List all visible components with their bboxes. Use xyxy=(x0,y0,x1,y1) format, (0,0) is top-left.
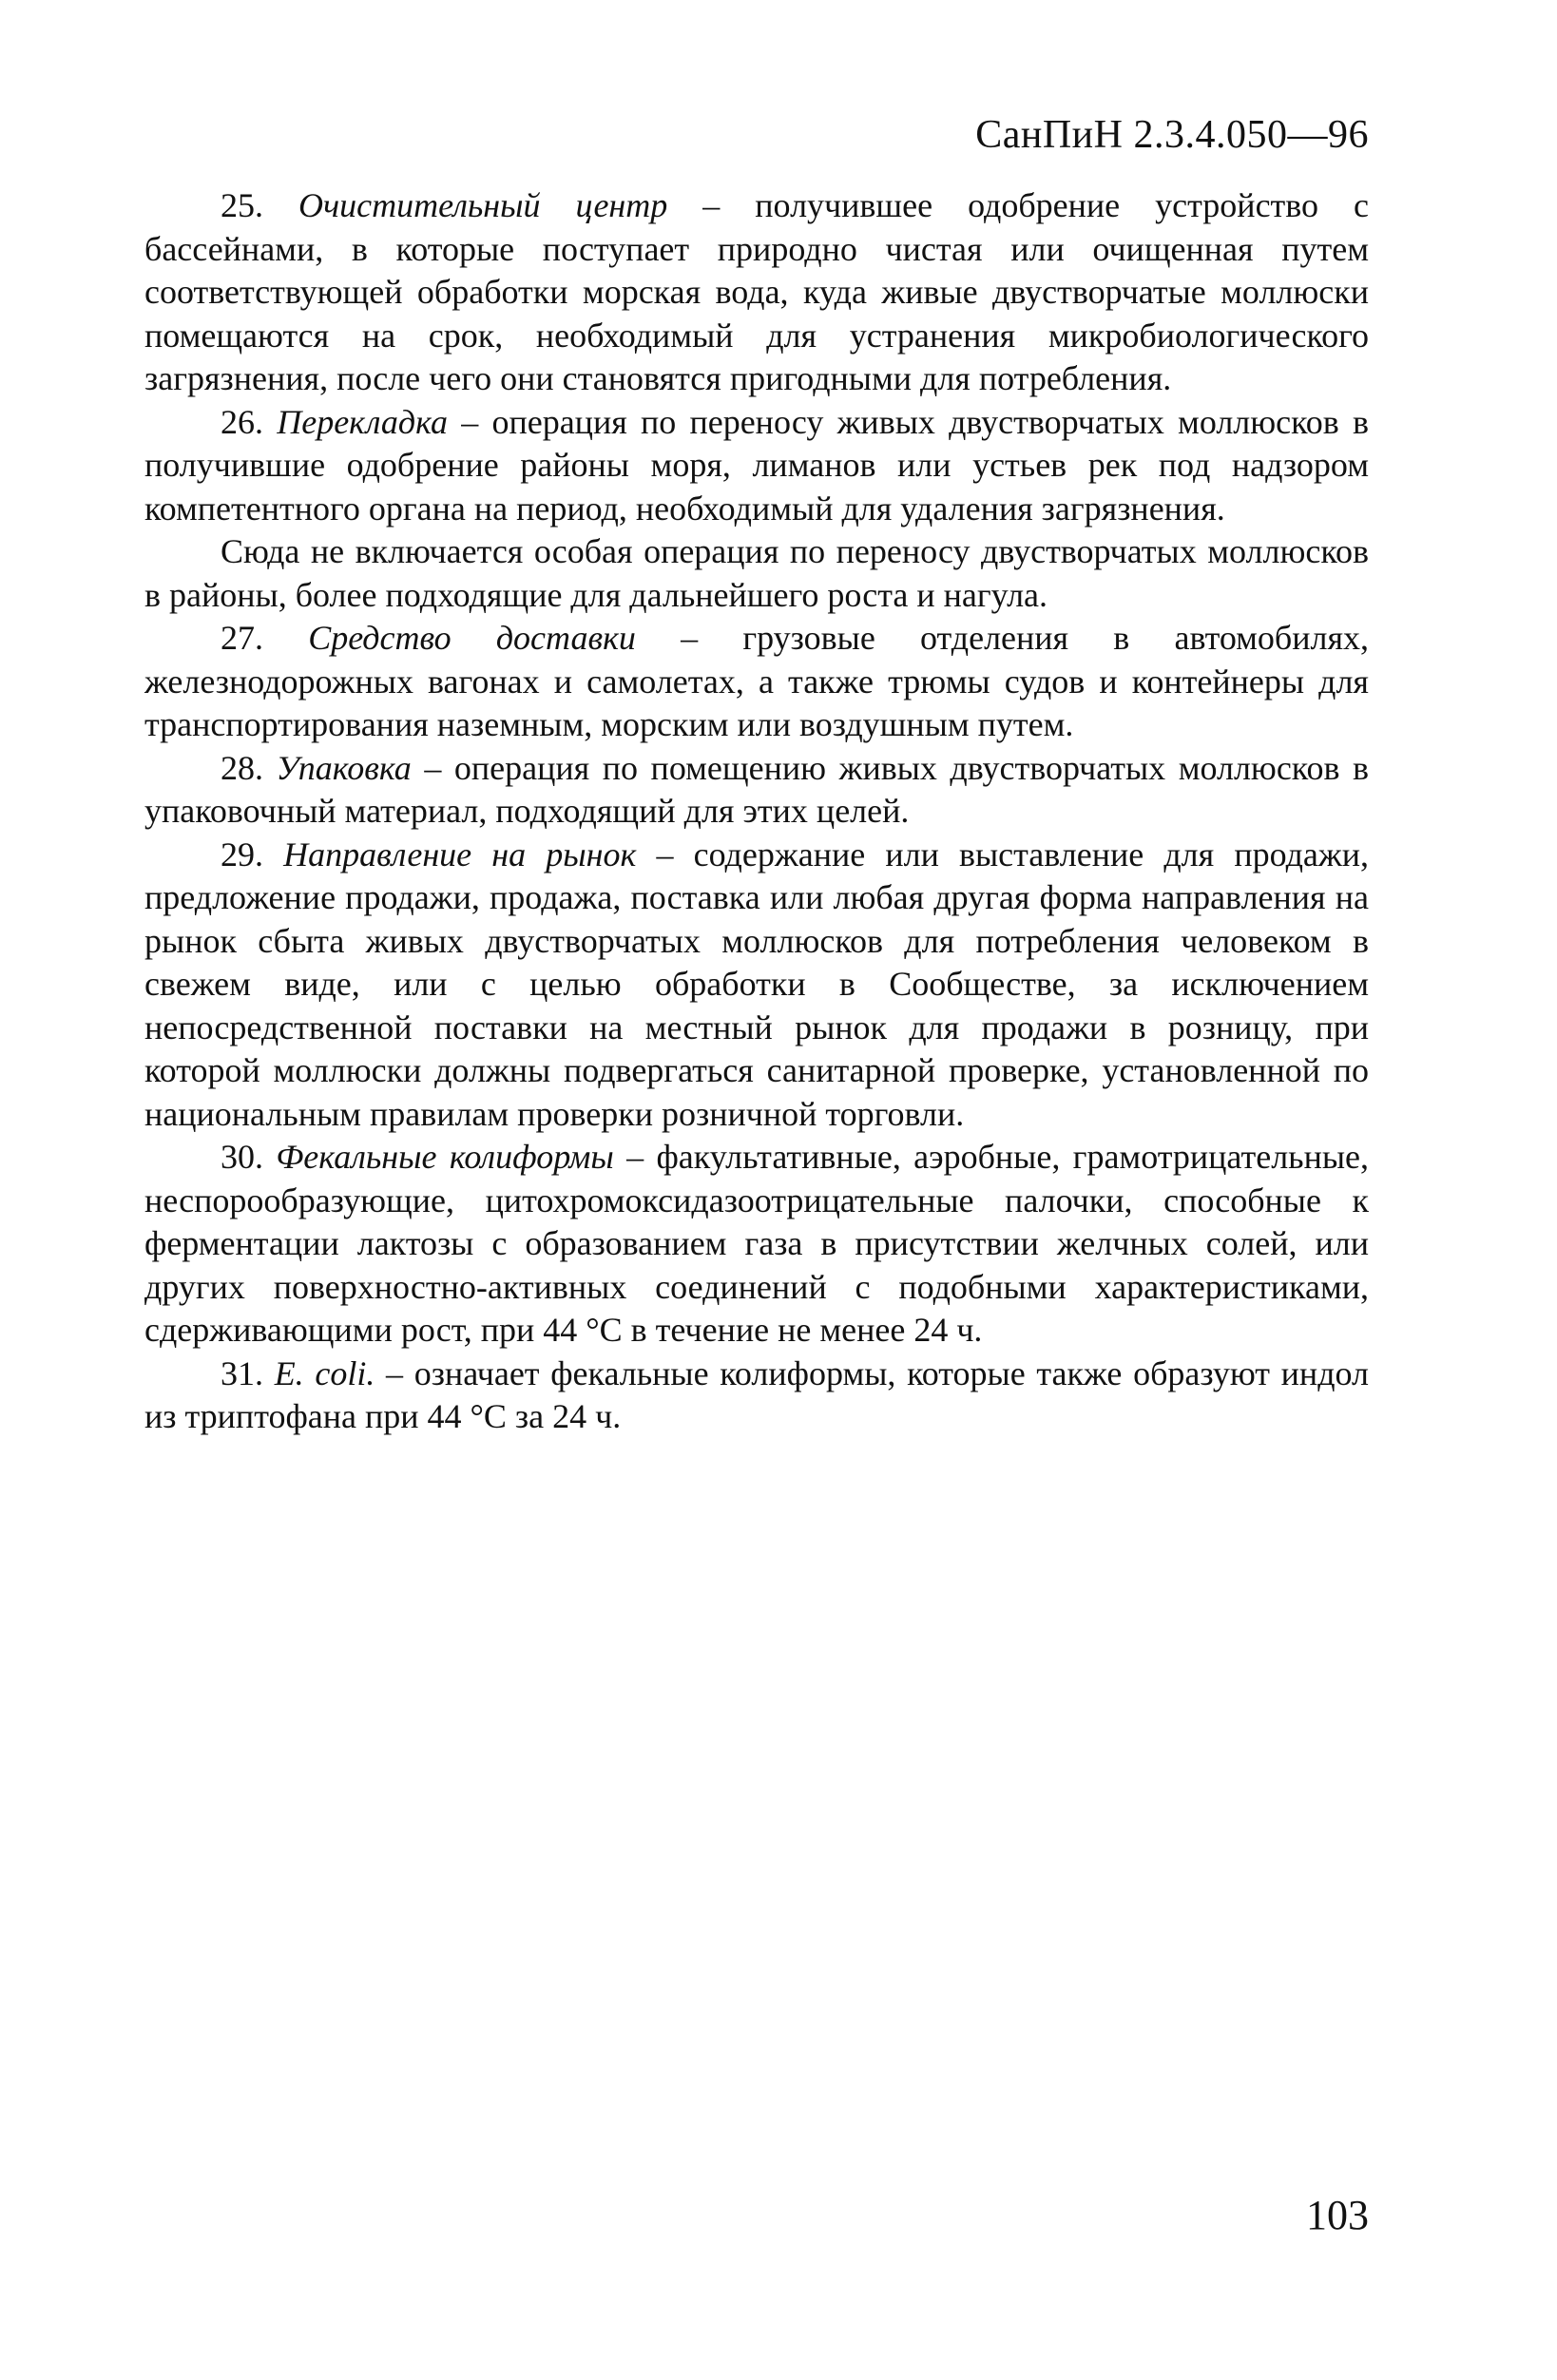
defined-term: Очистительный центр xyxy=(298,186,668,224)
definition-text: – факультативные, аэробные, грамотрицательные, неспорообразующие, цитохромоксидазоотрицательные палочки, способные к ферментации лактозы с образованием газа в присутствии желчных солей, или других поверхностно-активных соединений с подобными характеристиками, сдерживающими рост, при 44 °С в течение не менее 24 ч. xyxy=(144,1138,1370,1349)
document-code-header: СанПиН 2.3.4.050—96 xyxy=(975,113,1369,157)
defined-term: Упаковка xyxy=(276,748,412,787)
definitions-body xyxy=(144,184,1369,1439)
paragraph-number: 26. xyxy=(221,402,263,441)
defined-term: Направление на рынок xyxy=(283,835,637,873)
definition-paragraph xyxy=(144,747,1369,834)
defined-term: E. coli. xyxy=(274,1353,375,1392)
definition-text: – означает фекальные колиформы, которые также образуют индол из триптофана при 44 °С за 24 ч. xyxy=(144,1353,1370,1435)
definition-paragraph xyxy=(144,401,1369,531)
paragraph-number: 28. xyxy=(221,748,263,787)
paragraph-number: 31. xyxy=(221,1353,263,1392)
note-text: Сюда не включается особая операция по переносу двустворчатых моллюсков в районы, более подходящие для дальнейшего роста и нагула. xyxy=(144,532,1369,614)
defined-term: Перекладка xyxy=(277,402,449,441)
definition-text: – операция по переносу живых двустворчатых моллюсков в получившие одобрение районы моря, лиманов или устьев рек под надзором компетентного органа на период, необходимый для удаления загрязнения. xyxy=(144,402,1370,528)
definition-text: – получившее одобрение устройство с бассейнами, в которые поступает природно чистая или очищенная путем соответствующей обработки морская вода, куда живые двустворчатые моллюски помещаются на срок, необходимый для устранения микробиологического загрязнения, после чего они становятся пригодными для потребления. xyxy=(144,186,1370,397)
paragraph-number: 30. xyxy=(221,1138,263,1176)
paragraph-number: 25. xyxy=(221,186,263,224)
definition-text: – грузовые отделения в автомобилях, железнодорожных вагонах и самолетах, а также трюмы судов и контейнеры для транспортирования наземным, морским или воздушным путем. xyxy=(144,619,1370,743)
defined-term: Средство доставки xyxy=(308,619,636,657)
definition-paragraph xyxy=(144,1353,1369,1439)
defined-term: Фекальные колиформы xyxy=(276,1138,614,1176)
definition-paragraph xyxy=(144,834,1369,1137)
definition-text: – операция по помещению живых двустворчатых моллюсков в упаковочный материал, подходящий для этих целей. xyxy=(144,748,1370,830)
page-number: 103 xyxy=(1306,2192,1369,2238)
definition-paragraph xyxy=(144,1136,1369,1353)
paragraph-number: 27. xyxy=(221,619,263,657)
definition-paragraph xyxy=(144,617,1369,747)
definition-text: – содержание или выставление для продажи, предложение продажи, продажа, поставка или любая другая форма направления на рынок сбыта живых двустворчатых моллюсков для потребления человеком в свежем виде, или с целью обработки в Сообществе, за исключением непосредственной поставки на местный рынок для продажи в розницу, при которой моллюски должны подвергаться санитарной проверке, установленной по национальным правилам проверки розничной торговли. xyxy=(144,835,1369,1133)
definition-paragraph xyxy=(144,184,1369,401)
paragraph-number: 29. xyxy=(221,835,263,873)
note-paragraph xyxy=(144,530,1369,617)
